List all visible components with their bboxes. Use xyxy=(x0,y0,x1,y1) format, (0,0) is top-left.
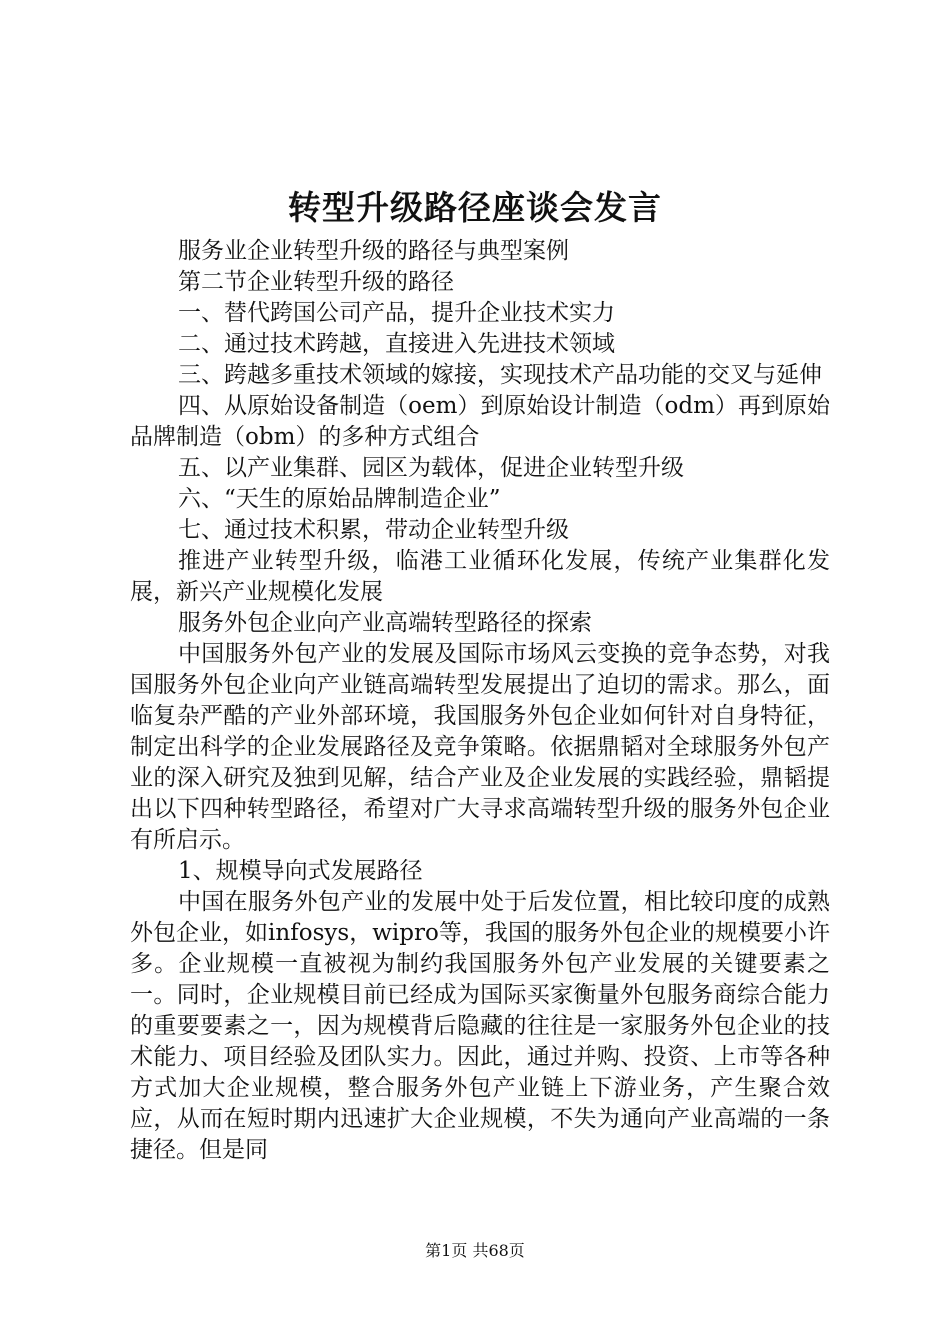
paragraph: 二、通过技术跨越，直接进入先进技术领域 xyxy=(178,331,615,357)
paragraph: 六、“天生的原始品牌制造企业” xyxy=(178,486,501,512)
page-footer: 第1页 共68页 xyxy=(425,1241,525,1260)
paragraph: 五、以产业集群、园区为载体，促进企业转型升级 xyxy=(178,455,684,481)
paragraph: 1、规模导向式发展路径 xyxy=(178,858,423,884)
paragraph: 三、跨越多重技术领域的嫁接，实现技术产品功能的交叉与延伸 xyxy=(178,362,822,388)
paragraph: 服务外包企业向产业高端转型路径的探索 xyxy=(178,610,592,636)
paragraph: 服务业企业转型升级的路径与典型案例 xyxy=(178,238,569,264)
paragraph: 七、通过技术积累，带动企业转型升级 xyxy=(178,517,569,543)
paragraph: 第二节企业转型升级的路径 xyxy=(178,269,454,295)
paragraph: 推进产业转型升级，临港工业循环化发展，传统产业集群化发展，新兴产业规模化发展 xyxy=(130,548,830,605)
paragraph: 四、从原始设备制造（oem）到原始设计制造（odm）再到原始品牌制造（obm）的多种方式组合 xyxy=(130,393,830,450)
document-title: 转型升级路径座谈会发言 xyxy=(288,188,662,227)
paragraph: 中国服务外包产业的发展及国际市场风云变换的竞争态势，对我国服务外包企业向产业链高端转型发展提出了迫切的需求。那么，面临复杂严酷的产业外部环境，我国服务外包企业如何针对自身特征，制定出科学的企业发展路径及竞争策略。依据鼎韬对全球服务外包产业的深入研究及独到见解，结合产业及企业发展的实践经验，鼎韬提出以下四种转型路径，希望对广大寻求高端转型升级的服务外包企业有所启示。 xyxy=(130,641,830,853)
paragraph: 中国在服务外包产业的发展中处于后发位置，相比较印度的成熟外包企业，如infosys，wipro等，我国的服务外包企业的规模要小许多。企业规模一直被视为制约我国服务外包产业发展的关键要素之一。同时，企业规模目前已经成为国际买家衡量外包服务商综合能力的重要要素之一，因为规模背后隐藏的往往是一家服务外包企业的技术能力、项目经验及团队实力。因此，通过并购、投资、上市等各种方式加大企业规模，整合服务外包产业链上下游业务，产生聚合效应，从而在短时期内迅速扩大企业规模，不失为通向产业高端的一条捷径。但是同 xyxy=(130,889,830,1163)
document-body xyxy=(130,236,830,1166)
paragraph: 一、替代跨国公司产品，提升企业技术实力 xyxy=(178,300,615,326)
